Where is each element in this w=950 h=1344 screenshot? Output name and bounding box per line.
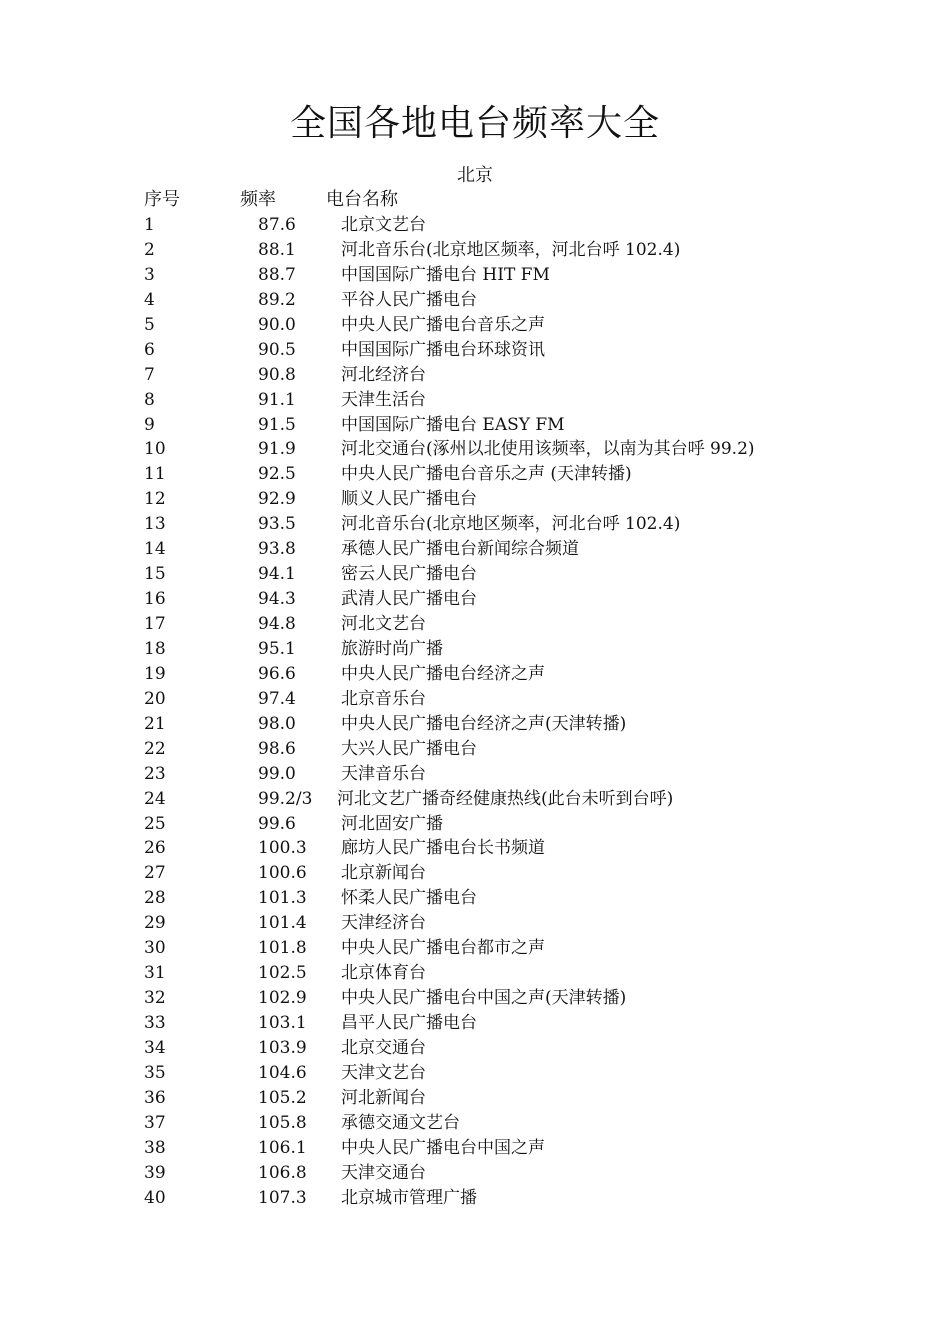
row-number: 24 xyxy=(144,788,166,809)
row-station-name: 承德交通文艺台 xyxy=(341,1112,460,1133)
row-station-name: 平谷人民广播电台 xyxy=(341,289,477,310)
row-number: 20 xyxy=(144,688,166,709)
row-number: 13 xyxy=(144,514,166,535)
row-station-name: 中国国际广播电台 EASY FM xyxy=(341,414,565,435)
row-number: 35 xyxy=(144,1062,166,1083)
table-row xyxy=(0,314,950,339)
row-number: 37 xyxy=(144,1112,166,1133)
row-number: 21 xyxy=(144,713,166,734)
table-row xyxy=(0,862,950,887)
row-station-name: 天津经济台 xyxy=(341,913,426,934)
table-row xyxy=(0,389,950,414)
table-row xyxy=(0,1137,950,1162)
column-header-frequency: 频率 xyxy=(240,189,276,210)
table-row xyxy=(0,488,950,513)
row-frequency: 95.1 xyxy=(258,638,296,659)
row-number: 33 xyxy=(144,1013,166,1033)
table-row xyxy=(0,438,950,463)
row-station-name: 天津文艺台 xyxy=(341,1062,426,1083)
table-row xyxy=(0,887,950,912)
row-station-name: 河北交通台(涿州以北使用该频率，以南为其台呼 99.2) xyxy=(341,439,755,460)
row-station-name: 天津生活台 xyxy=(341,389,426,410)
row-frequency: 91.1 xyxy=(258,389,296,410)
row-frequency: 99.2/3 xyxy=(258,788,313,809)
row-station-name: 天津音乐台 xyxy=(341,763,426,784)
row-number: 3 xyxy=(144,264,155,285)
row-number: 10 xyxy=(144,439,166,460)
row-number: 34 xyxy=(144,1037,166,1058)
row-frequency: 106.8 xyxy=(258,1162,307,1183)
row-number: 36 xyxy=(144,1087,166,1108)
table-row xyxy=(0,264,950,289)
table-row xyxy=(0,588,950,613)
table-row xyxy=(0,613,950,638)
table-row xyxy=(0,688,950,713)
table-row xyxy=(0,414,950,439)
row-number: 40 xyxy=(144,1187,166,1208)
row-frequency: 103.9 xyxy=(258,1037,307,1058)
region-heading: 北京 xyxy=(457,165,493,186)
table-row xyxy=(0,1037,950,1062)
row-frequency: 92.9 xyxy=(258,489,296,510)
table-row xyxy=(0,1062,950,1087)
row-station-name: 武清人民广播电台 xyxy=(341,589,477,610)
row-station-name: 中央人民广播电台中国之声 xyxy=(341,1137,545,1158)
row-frequency: 100.3 xyxy=(258,838,307,859)
column-header-number: 序号 xyxy=(144,189,180,210)
row-frequency: 90.5 xyxy=(258,339,296,360)
row-number: 4 xyxy=(144,289,155,310)
table-row xyxy=(0,538,950,563)
table-row xyxy=(0,289,950,314)
row-frequency: 93.8 xyxy=(258,539,296,560)
row-station-name: 中央人民广播电台音乐之声 xyxy=(341,314,545,335)
table-row xyxy=(0,563,950,588)
table-row xyxy=(0,364,950,389)
table-row xyxy=(0,738,950,763)
row-frequency: 90.8 xyxy=(258,364,296,385)
row-frequency: 98.6 xyxy=(258,738,296,759)
table-row xyxy=(0,962,950,987)
row-frequency: 91.9 xyxy=(258,439,296,460)
table-row xyxy=(0,513,950,538)
row-number: 27 xyxy=(144,863,166,884)
row-number: 11 xyxy=(144,464,166,485)
column-header-station-name: 电台名称 xyxy=(326,189,398,210)
row-frequency: 107.3 xyxy=(258,1187,307,1208)
row-station-name: 大兴人民广播电台 xyxy=(341,738,477,759)
row-station-name: 北京体育台 xyxy=(341,963,426,984)
row-number: 28 xyxy=(144,888,166,909)
row-station-name: 中央人民广播电台经济之声 xyxy=(341,663,545,684)
station-list xyxy=(0,214,950,1212)
row-number: 26 xyxy=(144,838,166,859)
row-frequency: 89.2 xyxy=(258,289,296,310)
row-station-name: 密云人民广播电台 xyxy=(341,564,477,585)
table-row xyxy=(0,813,950,838)
row-station-name: 河北新闻台 xyxy=(341,1087,426,1108)
row-station-name: 中国国际广播电台环球资讯 xyxy=(341,339,545,360)
table-row xyxy=(0,463,950,488)
row-station-name: 顺义人民广播电台 xyxy=(341,489,477,510)
row-frequency: 94.3 xyxy=(258,589,296,610)
table-row xyxy=(0,1012,950,1037)
table-row xyxy=(0,214,950,239)
table-row xyxy=(0,763,950,788)
table-row xyxy=(0,1162,950,1187)
row-frequency: 102.5 xyxy=(258,963,307,984)
row-station-name: 天津交通台 xyxy=(341,1162,426,1183)
row-number: 39 xyxy=(144,1162,166,1183)
table-row xyxy=(0,1087,950,1112)
row-station-name: 旅游时尚广播 xyxy=(341,638,443,659)
row-station-name: 北京新闻台 xyxy=(341,863,426,884)
row-station-name: 中国国际广播电台 HIT FM xyxy=(341,264,550,285)
row-station-name: 河北音乐台(北京地区频率，河北台呼 102.4) xyxy=(341,514,681,535)
table-row xyxy=(0,1187,950,1212)
row-station-name: 中央人民广播电台中国之声(天津转播) xyxy=(341,988,627,1009)
row-frequency: 97.4 xyxy=(258,688,296,709)
row-number: 8 xyxy=(144,389,155,410)
row-number: 14 xyxy=(144,539,166,560)
row-station-name: 中央人民广播电台经济之声(天津转播) xyxy=(341,713,627,734)
row-frequency: 100.6 xyxy=(258,863,307,884)
row-station-name: 昌平人民广播电台 xyxy=(341,1013,477,1033)
row-frequency: 96.6 xyxy=(258,663,296,684)
row-frequency: 101.3 xyxy=(258,888,307,909)
row-frequency: 101.4 xyxy=(258,913,307,934)
table-row xyxy=(0,937,950,962)
table-row xyxy=(0,1112,950,1137)
row-frequency: 103.1 xyxy=(258,1013,307,1033)
row-frequency: 91.5 xyxy=(258,414,296,435)
table-row xyxy=(0,339,950,364)
row-number: 6 xyxy=(144,339,155,360)
row-frequency: 94.1 xyxy=(258,564,296,585)
row-number: 12 xyxy=(144,489,166,510)
row-frequency: 99.0 xyxy=(258,763,296,784)
row-frequency: 102.9 xyxy=(258,988,307,1009)
row-frequency: 101.8 xyxy=(258,938,307,959)
row-station-name: 河北音乐台(北京地区频率，河北台呼 102.4) xyxy=(341,239,681,260)
table-row xyxy=(0,912,950,937)
row-number: 7 xyxy=(144,364,155,385)
row-number: 16 xyxy=(144,589,166,610)
table-row xyxy=(0,239,950,264)
table-row xyxy=(0,663,950,688)
row-number: 25 xyxy=(144,813,166,834)
row-station-name: 河北文艺台 xyxy=(341,614,426,634)
row-frequency: 93.5 xyxy=(258,514,296,535)
row-station-name: 承德人民广播电台新闻综合频道 xyxy=(341,539,579,560)
row-number: 19 xyxy=(144,663,166,684)
row-frequency: 94.8 xyxy=(258,614,296,634)
row-station-name: 中央人民广播电台都市之声 xyxy=(341,938,545,959)
row-station-name: 北京城市管理广播 xyxy=(341,1187,477,1208)
table-row xyxy=(0,638,950,663)
table-row xyxy=(0,788,950,813)
page-title: 全国各地电台频率大全 xyxy=(289,103,660,144)
row-frequency: 88.7 xyxy=(258,264,296,285)
row-frequency: 87.6 xyxy=(258,215,296,235)
row-frequency: 106.1 xyxy=(258,1137,307,1158)
row-frequency: 92.5 xyxy=(258,464,296,485)
row-station-name: 河北文艺广播奇经健康热线(此台未听到台呼) xyxy=(337,788,674,809)
row-station-name: 北京文艺台 xyxy=(341,215,426,235)
row-station-name: 北京音乐台 xyxy=(341,688,426,709)
row-number: 29 xyxy=(144,913,166,934)
row-station-name: 怀柔人民广播电台 xyxy=(341,888,477,909)
row-frequency: 105.8 xyxy=(258,1112,307,1133)
row-number: 1 xyxy=(144,215,155,235)
table-row xyxy=(0,987,950,1012)
row-number: 22 xyxy=(144,738,166,759)
row-frequency: 98.0 xyxy=(258,713,296,734)
row-station-name: 北京交通台 xyxy=(341,1037,426,1058)
row-number: 18 xyxy=(144,638,166,659)
row-number: 2 xyxy=(144,239,155,260)
row-frequency: 88.1 xyxy=(258,239,296,260)
row-station-name: 中央人民广播电台音乐之声 (天津转播) xyxy=(341,464,632,485)
row-number: 31 xyxy=(144,963,166,984)
row-frequency: 90.0 xyxy=(258,314,296,335)
row-station-name: 河北经济台 xyxy=(341,364,426,385)
row-number: 30 xyxy=(144,938,166,959)
row-frequency: 104.6 xyxy=(258,1062,307,1083)
table-row xyxy=(0,713,950,738)
row-station-name: 廊坊人民广播电台长书频道 xyxy=(341,838,545,859)
row-number: 23 xyxy=(144,763,166,784)
row-number: 17 xyxy=(144,614,166,634)
row-number: 38 xyxy=(144,1137,166,1158)
table-row xyxy=(0,837,950,862)
row-number: 5 xyxy=(144,314,155,335)
row-frequency: 105.2 xyxy=(258,1087,307,1108)
row-number: 32 xyxy=(144,988,166,1009)
row-number: 15 xyxy=(144,564,166,585)
row-number: 9 xyxy=(144,414,155,435)
row-frequency: 99.6 xyxy=(258,813,296,834)
row-station-name: 河北固安广播 xyxy=(341,813,443,834)
